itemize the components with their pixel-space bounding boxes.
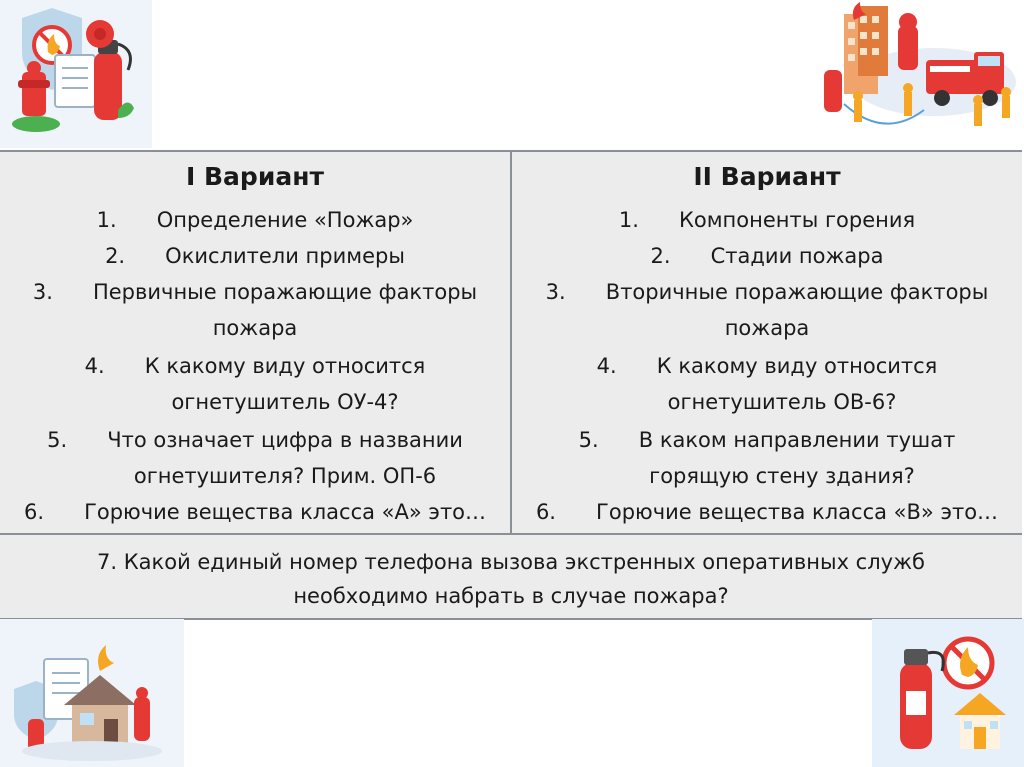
variant-1-column [0,152,510,533]
common-question-line-1: 7. Какой единый номер телефона вызова экстренных оперативных служб [97,550,925,574]
fire-truck-building-icon [814,0,1024,148]
variant-2-item-6 [512,494,1022,530]
item-text: К какому виду относится [656,354,938,378]
house-checklist-icon [0,619,184,767]
item-number: 6. [535,500,556,524]
item-text: Горючие вещества класса «А» это… [84,500,487,524]
item-number: 2. [105,244,126,268]
questions-table [0,150,1022,620]
variant-1-item-4-cont: огнетушитель ОУ-4? [171,390,399,414]
item-text: Вторичные поражающие факторы [605,280,989,304]
house-safety-illustration-bottom-left [0,619,184,767]
variant-2-item-4-cont: огнетушитель ОВ-6? [667,390,897,414]
variant-2-item-5 [512,422,1022,458]
item-number: 6. [23,500,44,524]
item-number: 5. [578,428,599,452]
item-number: 4. [84,354,105,378]
variant-1-item-3 [0,274,510,310]
variant-2-item-2 [512,238,1022,274]
variant-1-item-5 [0,422,510,458]
no-fire-extinguisher-icon [872,619,1024,767]
variant-2-item-4 [512,348,1022,384]
variant-1-item-4 [0,348,510,384]
variant-2-item-3-cont: пожара [724,316,810,340]
item-text: В каком направлении тушат [638,428,956,452]
item-number: 3. [545,280,566,304]
variant-2-column [512,152,1022,533]
fire-extinguisher-shield-icon [0,0,152,148]
variant-2-item-1 [512,202,1022,238]
variant-1-item-1 [0,202,510,238]
variant-1-item-6 [0,494,510,530]
variant-1-item-3-cont: пожара [212,316,298,340]
item-number: 4. [596,354,617,378]
extinguisher-house-illustration-bottom-right [872,619,1024,767]
item-number: 1. [96,208,117,232]
item-text: Горючие вещества класса «В» это… [596,500,999,524]
common-question-line-2: необходимо набрать в случае пожара? [293,584,729,608]
item-number: 1. [618,208,639,232]
variant-1-item-2 [0,238,510,274]
firefighters-illustration-top-right [814,0,1024,148]
variant-1-title: I Вариант [186,162,324,191]
item-text: Компоненты горения [678,208,916,232]
item-text: Окислители примеры [165,244,405,268]
item-number: 3. [32,280,53,304]
fire-safety-illustration-top-left [0,0,152,148]
variant-2-title: II Вариант [693,162,841,191]
variant-2-item-3 [512,274,1022,310]
variant-2-item-5-cont: горящую стену здания? [649,464,915,488]
item-text: Стадии пожара [710,244,884,268]
variant-1-item-5-cont: огнетушителя? Прим. ОП-6 [133,464,437,488]
item-number: 2. [650,244,671,268]
item-text: К какому виду относится [144,354,426,378]
item-text: Что означает цифра в названии [107,428,463,452]
common-question-row [0,535,1022,618]
item-text: Определение «Пожар» [156,208,414,232]
item-number: 5. [47,428,68,452]
item-text: Первичные поражающие факторы [92,280,478,304]
